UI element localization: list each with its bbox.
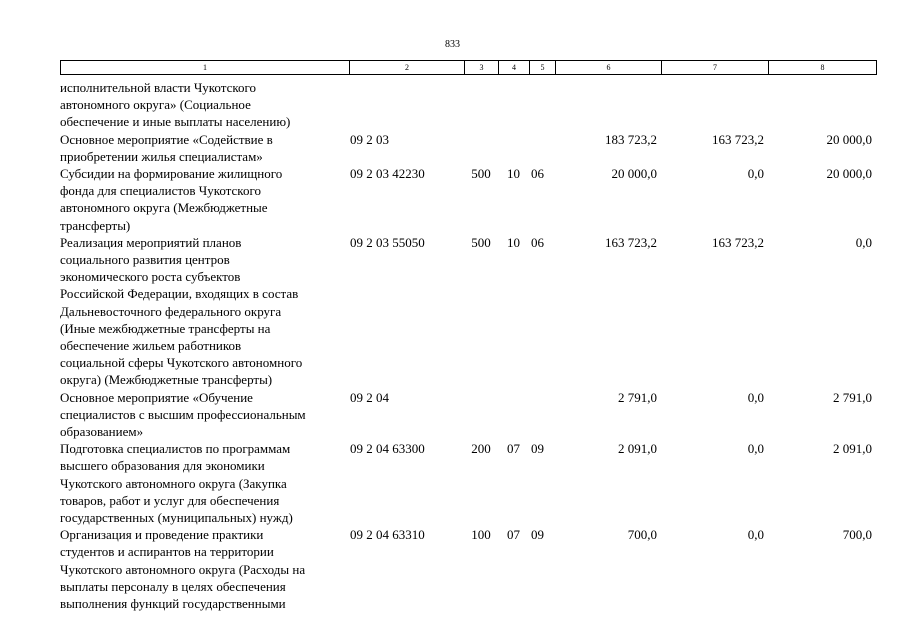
expense-type-cell: 500 — [471, 234, 491, 250]
target-code-cell: 09 2 03 — [350, 131, 389, 147]
amount-col7-cell: 0,0 — [747, 389, 764, 405]
table-row — [60, 526, 876, 612]
item-name-line: студентов и аспирантов на территории — [60, 544, 274, 560]
amount-col8-cell: 700,0 — [842, 527, 872, 543]
target-code-cell: 09 2 04 63300 — [350, 441, 425, 457]
table-row — [60, 389, 876, 441]
total-amount-cell: 700,0 — [627, 527, 657, 543]
amount-col8-cell: 0,0 — [855, 234, 872, 250]
target-code-cell: 09 2 03 55050 — [350, 234, 425, 250]
expense-type-cell: 500 — [471, 166, 491, 182]
item-name-line: Основное мероприятие «Обучение — [60, 389, 253, 405]
item-name-line: специалистов с высшим профессиональным — [60, 406, 306, 422]
subsection-cell — [529, 79, 555, 131]
item-name-line: Организация и проведение практики — [60, 527, 264, 543]
expense-type-cell: 100 — [471, 527, 491, 543]
target-code-cell: 09 2 03 42230 — [350, 166, 425, 182]
table-row — [60, 165, 876, 234]
column-number-header — [60, 60, 877, 75]
budget-table — [60, 79, 876, 612]
item-name-line: образованием» — [60, 424, 144, 440]
item-name-cell — [60, 440, 349, 526]
total-amount-cell: 2 791,0 — [618, 389, 657, 405]
item-name-line: социального развития центров — [60, 252, 230, 268]
item-name-line: социальной сферы Чукотского автономного — [60, 355, 303, 371]
expense-type-cell — [464, 79, 498, 131]
item-name-line: Субсидии на формирование жилищного — [60, 166, 283, 182]
amount-col7-cell: 0,0 — [747, 441, 764, 457]
column-number-8: 8 — [769, 61, 877, 75]
subsection-cell: 06 — [531, 234, 544, 250]
item-name-line: товаров, работ и услуг для обеспечения — [60, 492, 280, 508]
item-name-line: Подготовка специалистов по программам — [60, 441, 291, 457]
expense-type-cell — [464, 131, 498, 165]
section-cell: 07 — [507, 441, 520, 457]
item-name-line: автономного округа (Межбюджетные — [60, 200, 268, 216]
item-name-line: исполнительной власти Чукотского — [60, 80, 257, 95]
item-name-line: автономного округа» (Социальное — [60, 97, 251, 113]
item-name-line: (Иные межбюджетные трансферты на — [60, 320, 271, 336]
subsection-cell: 09 — [531, 527, 544, 543]
subsection-cell — [529, 389, 555, 441]
subsection-cell — [529, 131, 555, 165]
total-amount-cell — [555, 79, 661, 131]
column-number-7: 7 — [662, 61, 769, 75]
table-row — [60, 131, 876, 165]
amount-col7-cell: 0,0 — [747, 527, 764, 543]
item-name-line: экономического роста субъектов — [60, 269, 241, 285]
section-cell: 10 — [507, 166, 520, 182]
item-name-line: трансферты) — [60, 217, 131, 233]
target-code-cell: 09 2 04 — [350, 389, 389, 405]
amount-col8-cell: 2 791,0 — [833, 389, 872, 405]
item-name-cell — [60, 79, 349, 131]
total-amount-cell: 2 091,0 — [618, 441, 657, 457]
column-number-4: 4 — [499, 61, 530, 75]
item-name-cell — [60, 234, 349, 389]
item-name-line: Чукотского автономного округа (Расходы на — [60, 561, 306, 577]
item-name-line: обеспечение жильем работников — [60, 338, 242, 354]
target-code-cell: 09 2 04 63310 — [350, 527, 425, 543]
column-number-6: 6 — [556, 61, 662, 75]
amount-col8-cell: 2 091,0 — [833, 441, 872, 457]
item-name-line: Реализация мероприятий планов — [60, 234, 242, 250]
item-name-line: фонда для специалистов Чукотского — [60, 183, 261, 199]
amount-col8-cell: 20 000,0 — [826, 131, 872, 147]
amount-col7-cell: 163 723,2 — [712, 131, 764, 147]
item-name-line: государственных (муниципальных) нужд) — [60, 510, 293, 526]
amount-col7-cell: 0,0 — [747, 166, 764, 182]
table-row — [60, 440, 876, 526]
target-code-cell — [349, 79, 464, 131]
item-name-line: округа) (Межбюджетные трансферты) — [60, 372, 273, 388]
section-cell — [498, 79, 529, 131]
column-number-5: 5 — [530, 61, 556, 75]
item-name-line: высшего образования для экономики — [60, 458, 265, 474]
column-number-1: 1 — [61, 61, 350, 75]
expense-type-cell — [464, 389, 498, 441]
item-name-line: Дальневосточного федерального округа — [60, 303, 282, 319]
section-cell — [498, 389, 529, 441]
amount-col7-cell — [661, 79, 768, 131]
subsection-cell: 06 — [531, 166, 544, 182]
page-number: 833 — [445, 39, 460, 50]
section-cell: 07 — [507, 527, 520, 543]
column-number-2: 2 — [350, 61, 465, 75]
item-name-cell — [60, 131, 349, 165]
item-name-line: Чукотского автономного округа (Закупка — [60, 475, 287, 491]
item-name-cell — [60, 165, 349, 234]
total-amount-cell: 20 000,0 — [611, 166, 657, 182]
item-name-line: приобретении жилья специалистам» — [60, 148, 263, 164]
item-name-cell — [60, 389, 349, 441]
item-name-line: выполнения функций государственными — [60, 596, 286, 612]
table-row — [60, 79, 876, 131]
amount-col8-cell: 20 000,0 — [826, 166, 872, 182]
amount-col7-cell: 163 723,2 — [712, 234, 764, 250]
table-row — [60, 234, 876, 389]
total-amount-cell: 183 723,2 — [605, 131, 657, 147]
amount-col8-cell — [768, 79, 876, 131]
section-cell — [498, 131, 529, 165]
item-name-cell — [60, 526, 349, 612]
item-name-line: Основное мероприятие «Содействие в — [60, 131, 273, 147]
item-name-line: выплаты персоналу в целях обеспечения — [60, 578, 286, 594]
expense-type-cell: 200 — [471, 441, 491, 457]
column-number-3: 3 — [465, 61, 499, 75]
subsection-cell: 09 — [531, 441, 544, 457]
item-name-line: Российской Федерации, входящих в состав — [60, 286, 299, 302]
total-amount-cell: 163 723,2 — [605, 234, 657, 250]
budget-table-body — [60, 79, 876, 612]
item-name-line: обеспечение и иные выплаты населению) — [60, 114, 291, 130]
section-cell: 10 — [507, 234, 520, 250]
